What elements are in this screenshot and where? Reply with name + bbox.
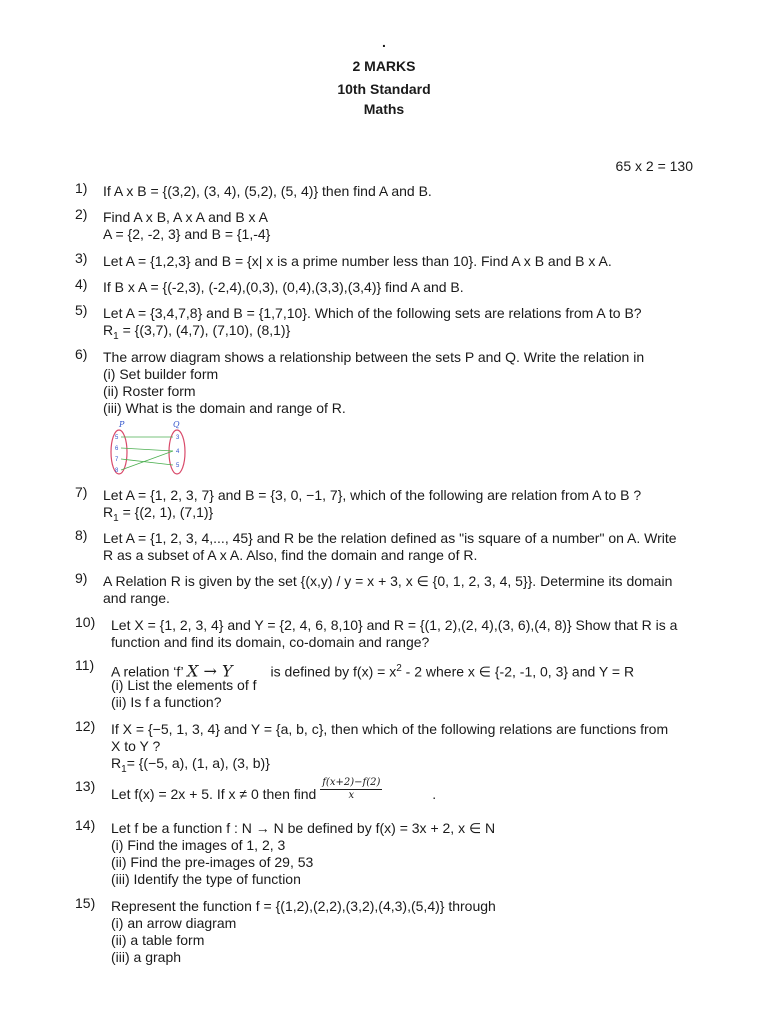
set-q-label: Q bbox=[173, 420, 180, 429]
subject-heading: Maths bbox=[363, 101, 405, 117]
question-number: 14) bbox=[75, 817, 96, 833]
question-subpart: (i) an arrow diagram bbox=[111, 915, 237, 931]
question-number: 5) bbox=[75, 302, 88, 318]
question-text: X to Y ? bbox=[111, 738, 161, 754]
question-text: If A x B = {(3,2), (3, 4), (5,2), (5, 4)} then find A and B. bbox=[103, 183, 432, 199]
question-subpart: (ii) Find the pre-images of 29, 53 bbox=[111, 854, 314, 870]
question-text: Represent the function f = {(1,2),(2,2),(3,2),(4,3),(5,4)} through bbox=[111, 898, 496, 914]
question-subpart: (i) List the elements of f bbox=[111, 677, 257, 693]
q-element: 5 bbox=[176, 463, 180, 469]
question-subpart: (i) Set builder form bbox=[103, 366, 219, 382]
arrow-line bbox=[121, 448, 173, 451]
question-text: Let f(x) = 2x + 5. If x ≠ 0 then find bbox=[111, 786, 321, 802]
header-dot: . bbox=[382, 34, 386, 50]
question-text: function and find its domain, co-domain and range? bbox=[111, 634, 430, 650]
question-text: If X = {−5, 1, 3, 4} and Y = {a, b, c}, then which of the following relations are functions from bbox=[111, 721, 669, 737]
question-text: A relation ‘f’ X → Y is defined by $f(x) = x^2 - 2$ where x ∈ {-2, -1, 0, 3} and Y = R bbox=[111, 661, 635, 681]
arrow-line bbox=[121, 459, 173, 465]
math-expression: X → Y bbox=[187, 661, 233, 681]
question-text: A = {2, -2, 3} and B = {1,-4} bbox=[103, 226, 271, 242]
standard-heading: 10th Standard bbox=[337, 81, 431, 97]
question-subpart: (iii) Identify the type of function bbox=[111, 871, 301, 887]
arrow-diagram bbox=[105, 420, 195, 476]
marks-heading: 2 MARKS bbox=[352, 58, 416, 74]
question-text: Find A x B, A x A and B x A bbox=[103, 209, 268, 225]
question-subpart: (iii) a graph bbox=[111, 949, 182, 965]
question-subpart: (i) Find the images of 1, 2, 3 bbox=[111, 837, 286, 853]
question-text: R as a subset of A x A. Also, find the domain and range of R. bbox=[103, 547, 478, 563]
question-number: 8) bbox=[75, 527, 88, 543]
relation-line: $R_1= \{(-5$, a), (1, a), (3, b)} bbox=[111, 755, 270, 775]
question-number: 9) bbox=[75, 570, 88, 586]
question-subpart: (ii) Roster form bbox=[103, 383, 196, 399]
fraction: $\frac{f(x+2)-f(2)}{x}$ bbox=[322, 776, 381, 801]
q-element: 4 bbox=[176, 449, 180, 455]
arrow-line bbox=[121, 451, 173, 470]
p-element: 6 bbox=[115, 446, 119, 452]
question-text: Let A = {1,2,3} and B = {x| x is a prime number less than 10}. Find A x B and B x A. bbox=[103, 253, 612, 269]
relation-line: $R_1 = \{(2$, 1), (7,1)} bbox=[103, 504, 214, 524]
total-marks: 65 x 2 = 130 bbox=[615, 158, 693, 174]
question-number: 4) bbox=[75, 276, 88, 292]
question-number: 15) bbox=[75, 895, 96, 911]
question-text: Let A = {1, 2, 3, 4,..., 45} and R be the relation defined as "is square of a number" on A. Write bbox=[103, 530, 677, 546]
question-text: A Relation R is given by the set {(x,y) / y = x + 3, x ∈ {0, 1, 2, 3, 4, 5}}. Determine its domain bbox=[103, 573, 673, 589]
question-number: 10) bbox=[75, 614, 96, 630]
question-number: 11) bbox=[75, 657, 95, 673]
p-element: 8 bbox=[115, 468, 119, 474]
question-number: 12) bbox=[75, 718, 96, 734]
question-text: If B x A = {(-2,3), (-2,4),(0,3), (0,4),(3,3),(3,4)} find A and B. bbox=[103, 279, 464, 295]
question-number: 13) bbox=[75, 778, 96, 794]
question-number: 3) bbox=[75, 250, 88, 266]
question-text: Let f be a function f : N → N be defined by f(x) = 3x + 2, x ∈ N bbox=[111, 820, 496, 836]
question-subpart: (ii) a table form bbox=[111, 932, 205, 948]
p-element: 7 bbox=[115, 457, 119, 463]
question-number: 1) bbox=[75, 180, 88, 196]
question-number: 7) bbox=[75, 484, 88, 500]
question-subpart: (ii) Is f a function? bbox=[111, 694, 222, 710]
question-text: The arrow diagram shows a relationship between the sets P and Q. Write the relation in bbox=[103, 349, 645, 365]
question-number: 6) bbox=[75, 346, 88, 362]
question-text: Let A = {3,4,7,8} and B = {1,7,10}. Which of the following sets are relations from A to B? bbox=[103, 305, 642, 321]
set-p-label: P bbox=[119, 420, 125, 429]
question-subpart: (iii) What is the domain and range of R. bbox=[103, 400, 346, 416]
question-number: 2) bbox=[75, 206, 88, 222]
p-element: 5 bbox=[115, 435, 119, 441]
question-text: Let A = {1, 2, 3, 7} and B = {3, 0, −1, 7}, which of the following are relation from A to B ? bbox=[103, 487, 642, 503]
q-element: 3 bbox=[176, 435, 180, 441]
relation-line: $R_1 = \{(3,7)$, (4,7), (7,10), (8,1)} bbox=[103, 322, 291, 342]
question-text: Let X = {1, 2, 3, 4} and Y = {2, 4, 6, 8,10} and R = {(1, 2),(2, 4),(3, 6),(4, 8)} Show that R is a bbox=[111, 617, 678, 633]
question-text: and range. bbox=[103, 590, 170, 606]
